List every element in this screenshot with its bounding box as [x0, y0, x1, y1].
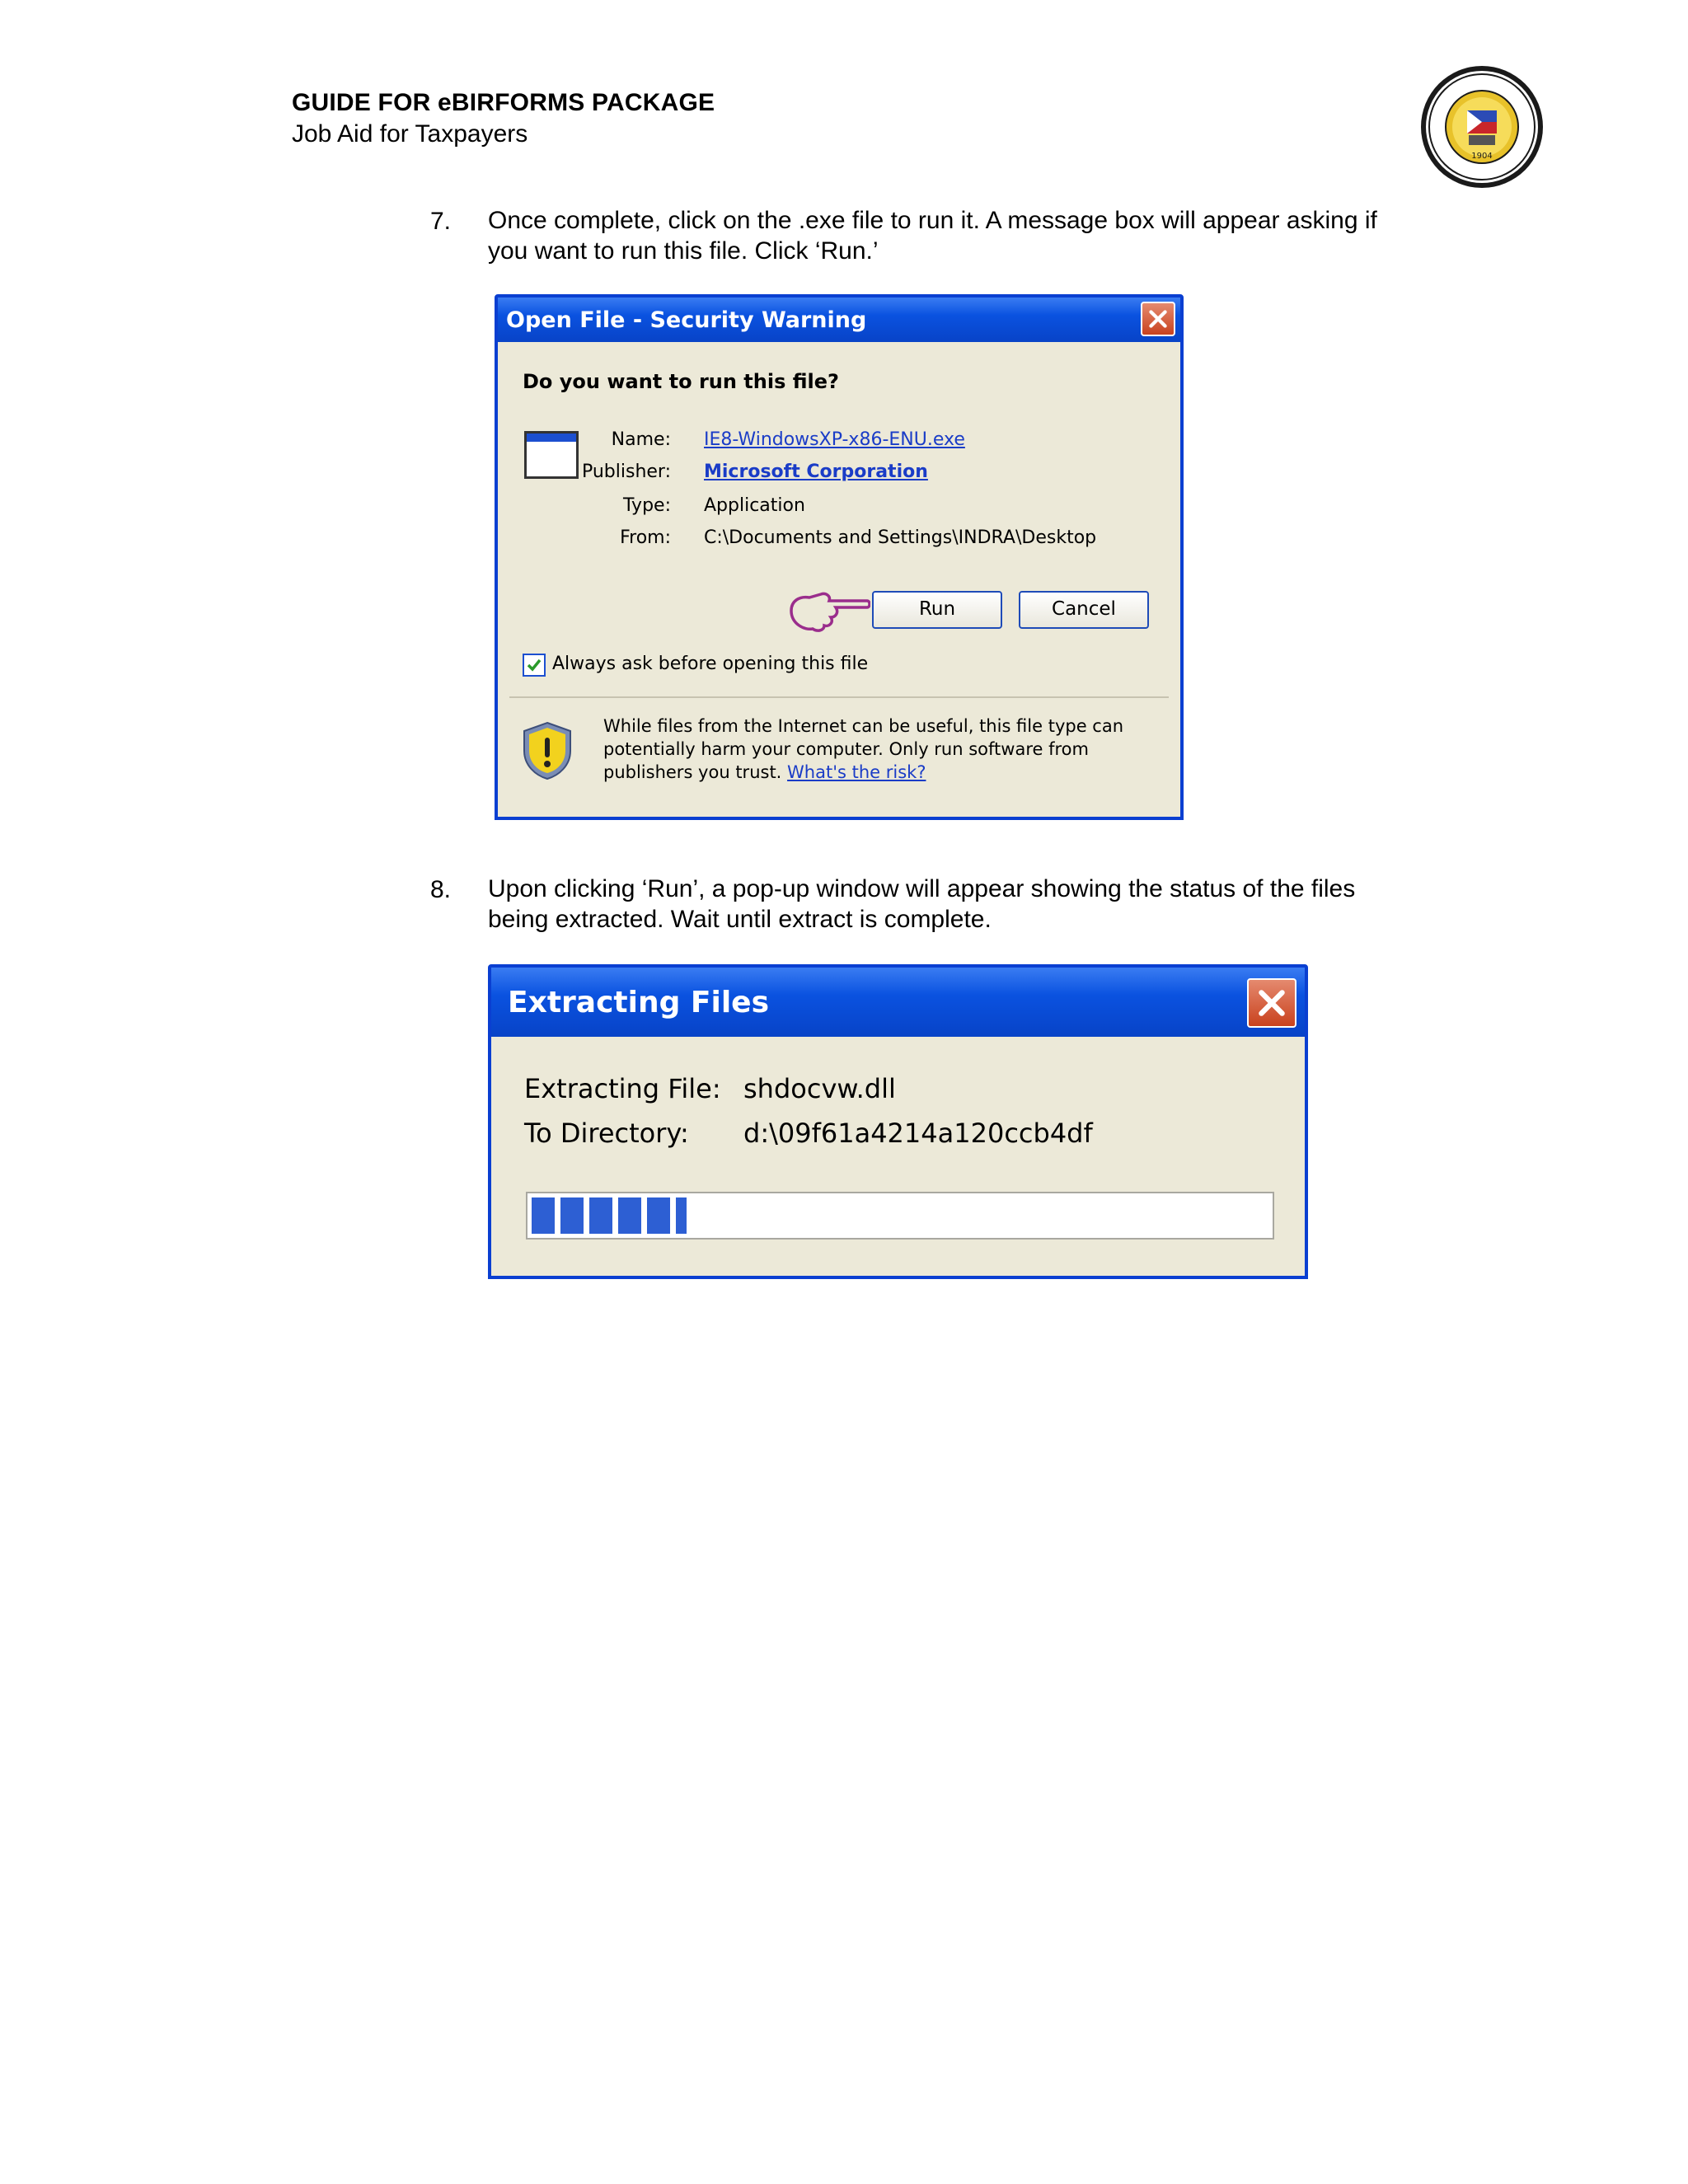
dialog-divider	[509, 696, 1169, 698]
type-label: Type:	[623, 495, 671, 516]
svg-text:1904: 1904	[1471, 152, 1493, 161]
dialog-title: Open File - Security Warning	[506, 307, 867, 333]
directory-value: d:\09f61a4214a120ccb4df	[743, 1118, 1093, 1149]
extracting-file-value: shdocvw.dll	[743, 1073, 896, 1104]
dialog-titlebar	[498, 298, 1180, 342]
document-title: GUIDE FOR eBIRFORMS PACKAGE	[292, 89, 715, 116]
step-number: 8.	[430, 876, 452, 903]
name-label: Name:	[611, 429, 671, 450]
close-icon	[1249, 980, 1295, 1026]
run-button[interactable]: Run	[872, 591, 1002, 629]
step-instruction: Upon clicking ‘Run’, a pop-up window will appear showing the status of the files being extracted. Wait until extract is complete.	[488, 875, 1356, 933]
close-button[interactable]	[1247, 978, 1296, 1028]
always-ask-checkbox[interactable]	[523, 654, 546, 677]
extracting-files-dialog	[488, 964, 1308, 1279]
always-ask-label: Always ask before opening this file	[552, 654, 869, 674]
security-warning-text	[603, 715, 1164, 784]
file-name-link[interactable]: IE8-WindowsXP-x86-ENU.exe	[704, 429, 965, 450]
dialog-question: Do you want to run this file?	[523, 370, 839, 393]
cancel-button[interactable]: Cancel	[1019, 591, 1149, 629]
from-label: From:	[620, 527, 671, 548]
dialog-title: Extracting Files	[508, 986, 770, 1019]
security-warning-dialog	[495, 294, 1184, 820]
progress-fill	[532, 1197, 687, 1234]
extracting-file-label: Extracting File:	[524, 1073, 721, 1104]
warning-message: While files from the Internet can be useful, this file type can potentially harm your computer. Only run software from publishers you trust.	[603, 716, 1124, 782]
whats-the-risk-link[interactable]: What's the risk?	[787, 762, 926, 782]
type-value: Application	[704, 495, 805, 516]
close-button[interactable]	[1141, 302, 1175, 336]
from-value: C:\Documents and Settings\INDRA\Desktop	[704, 527, 1097, 548]
extract-progress-bar	[526, 1192, 1274, 1240]
dialog-titlebar	[491, 968, 1305, 1037]
pointing-hand-icon	[788, 586, 870, 632]
document-subtitle: Job Aid for Taxpayers	[292, 120, 528, 148]
bir-seal-logo	[1419, 64, 1545, 190]
shield-warning-icon	[523, 721, 572, 780]
close-icon	[1142, 303, 1174, 335]
publisher-label: Publisher:	[581, 462, 671, 482]
publisher-link[interactable]: Microsoft Corporation	[704, 462, 928, 482]
directory-label: To Directory:	[524, 1118, 689, 1149]
step-instruction: Once complete, click on the .exe file to run it. A message box will appear asking if you want to run this file. Click ‘Run.’	[488, 207, 1377, 265]
checkmark-icon	[524, 655, 544, 675]
step-number: 7.	[430, 208, 452, 235]
